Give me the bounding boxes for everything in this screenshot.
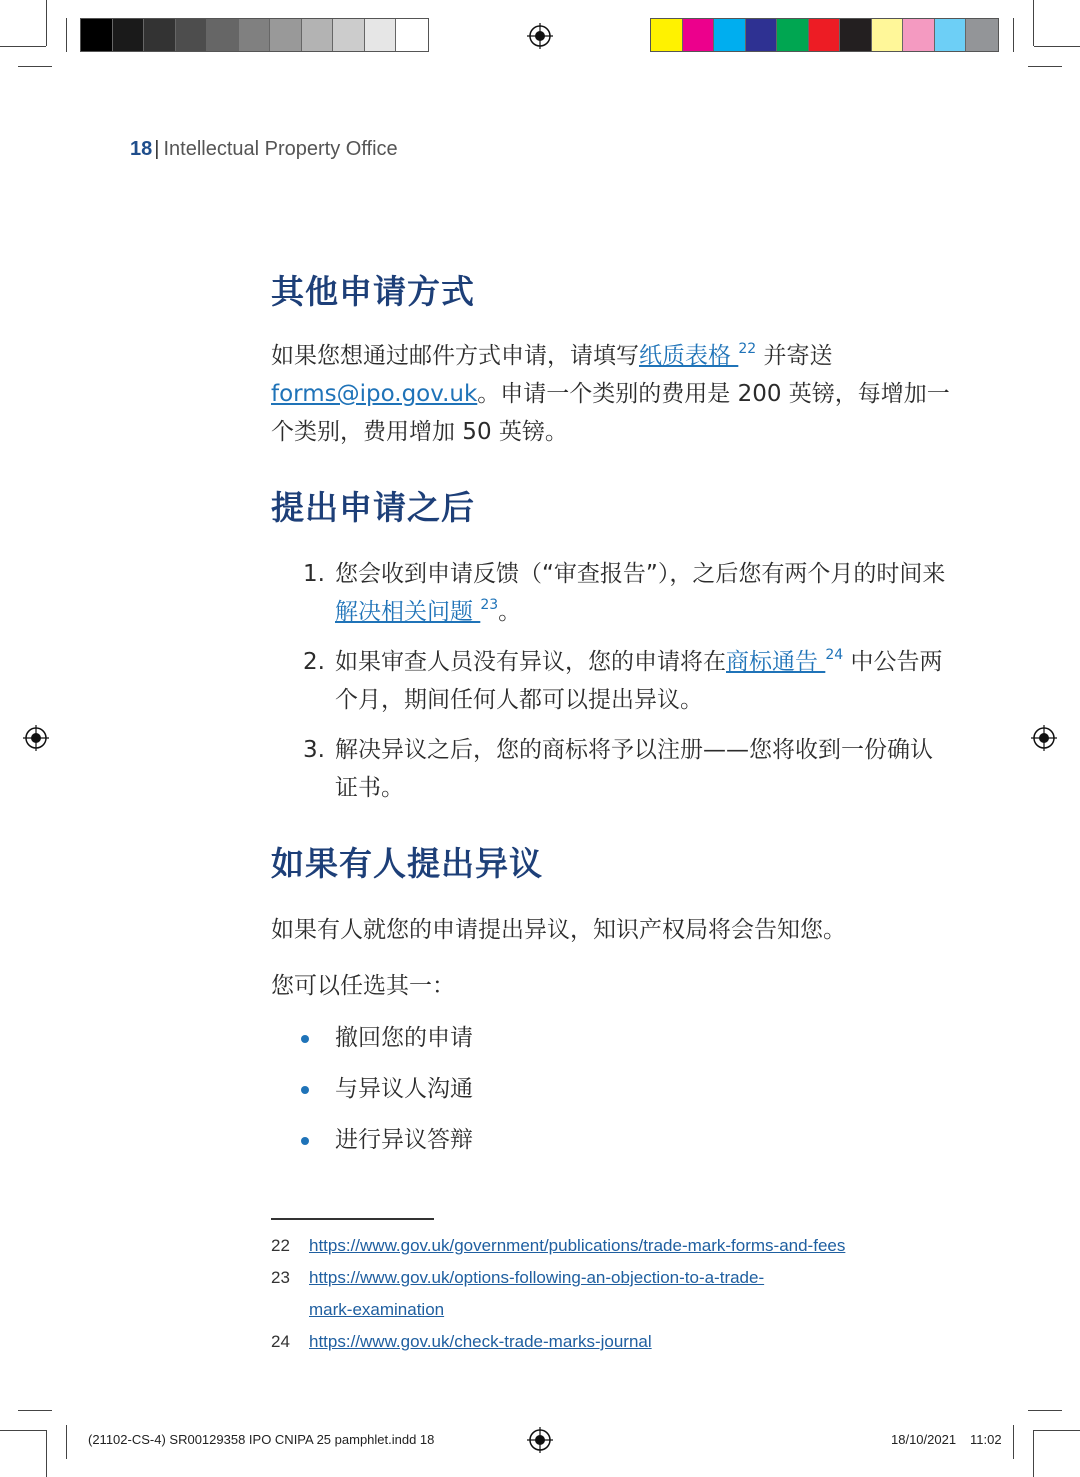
footnote-item [271,1326,845,1358]
color-swatch [270,19,302,51]
list-item [271,643,951,719]
paper-forms-link[interactable]: 纸质表格 [639,343,739,369]
trade-marks-journal-link[interactable]: 商标通告 [726,649,826,675]
footnote-item [271,1230,845,1262]
slug-time: 11:02 [970,1432,1002,1447]
color-swatch [144,19,176,51]
crop-mark [66,18,67,52]
footnote-link[interactable]: https://www.gov.uk/options-following-an-objection-to-a-trade- [309,1268,765,1287]
footnote-ref[interactable]: 24 [825,647,844,663]
color-swatch [966,19,998,51]
text: 撤回您的申请 [335,1025,473,1051]
footnote-number: 24 [271,1332,290,1351]
section-after-application [271,482,951,819]
header-org: Intellectual Property Office [163,138,398,160]
slug-file-info: (21102-CS-4) SR00129358 IPO CNIPA 25 pamphlet.indd 18 [88,1432,435,1447]
list-item [271,555,951,631]
bullet-icon [301,1035,309,1043]
color-swatch [396,19,428,51]
list-item [271,1064,951,1115]
color-swatch [365,19,397,51]
section-title: 如果有人提出异议 [271,844,543,883]
crop-mark [1028,66,1062,67]
text: 如果您想通过邮件方式申请，请填写 [271,343,639,369]
list-item [271,731,951,807]
color-swatch [746,19,778,51]
crop-mark [1033,1430,1034,1477]
slug-date: 18/10/2021 [891,1432,957,1447]
footnote-number: 23 [271,1268,290,1287]
text: 解决异议之后，您的商标将予以注册——您将收到一份确认证书。 [335,737,933,801]
footnote-link[interactable]: mark-examination [309,1300,445,1319]
list-number: 2. [303,649,325,675]
list-item [271,1115,951,1166]
color-swatch [872,19,904,51]
footnotes [271,1230,845,1358]
crop-mark [1028,1410,1062,1411]
text: 。申请一个类别的费用是 200 英镑，每增加一个类别，费用增加 50 英镑。 [271,381,950,445]
running-header [130,138,398,161]
color-swatch [81,19,113,51]
section-title: 提出申请之后 [271,488,475,527]
process-color-bar [650,18,999,52]
list-number: 3. [303,737,325,763]
crop-mark [1013,18,1014,52]
footnote-link[interactable]: https://www.gov.uk/check-trade-marks-journal [309,1332,652,1351]
registration-mark-icon [527,1427,553,1453]
color-swatch [903,19,935,51]
color-swatch [683,19,715,51]
registration-mark-icon [23,725,49,751]
resolve-issues-link[interactable]: 解决相关问题 [335,599,481,625]
crop-mark [46,1430,47,1477]
text: 中公告两个月，期间任何人都可以提出异议。 [335,649,943,713]
color-swatch [651,19,683,51]
crop-mark [18,1410,52,1411]
color-swatch [113,19,145,51]
numbered-list [271,555,951,807]
crop-mark [1034,46,1080,47]
crop-mark [0,46,46,47]
email-link[interactable]: forms@ipo.gov.uk [271,381,478,407]
section-paragraph: 如果有人就您的申请提出异议，知识产权局将会告知您。 [271,917,846,943]
crop-mark [1033,0,1034,46]
crop-mark [46,0,47,46]
text: 。 [498,599,522,625]
color-swatch [777,19,809,51]
color-swatch [176,19,208,51]
section-title: 其他申请方式 [271,272,475,311]
text: 如果审查人员没有异议，您的申请将在 [335,649,726,675]
color-swatch [333,19,365,51]
crop-mark [18,66,52,67]
color-swatch [714,19,746,51]
footnote-ref[interactable]: 23 [480,597,499,613]
header-separator: | [154,138,160,160]
crop-mark [0,1430,46,1431]
bullet-icon [301,1086,309,1094]
registration-mark-icon [527,23,553,49]
crop-mark [66,1425,67,1459]
footnote-ref[interactable]: 22 [738,341,757,357]
footnote-item [271,1294,845,1326]
color-swatch [935,19,967,51]
bullet-icon [301,1137,309,1145]
footnote-link[interactable]: https://www.gov.uk/government/publications/trade-mark-forms-and-fees [309,1236,846,1255]
text: 进行异议答辩 [335,1127,473,1153]
grayscale-color-bar [80,18,429,52]
section-other-methods [271,266,951,451]
footnote-item [271,1262,845,1294]
footnote-number: 22 [271,1236,290,1255]
list-item [271,1013,951,1064]
text: 您会收到申请反馈（“审查报告”），之后您有两个月的时间来 [335,561,946,587]
section-objection [271,838,951,1166]
color-swatch [207,19,239,51]
crop-mark [1034,1430,1080,1431]
bullet-list [271,1013,951,1166]
text: 并寄送 [756,343,833,369]
text: 与异议人沟通 [335,1076,473,1102]
color-swatch [809,19,841,51]
registration-mark-icon [1031,725,1057,751]
page-number: 18 [130,138,153,160]
list-number: 1. [303,561,325,587]
color-swatch [302,19,334,51]
crop-mark [1013,1425,1014,1459]
color-swatch [840,19,872,51]
section-paragraph: 您可以任选其一： [271,973,455,999]
section-paragraph [271,337,951,451]
footnote-divider [271,1218,434,1220]
color-swatch [239,19,271,51]
